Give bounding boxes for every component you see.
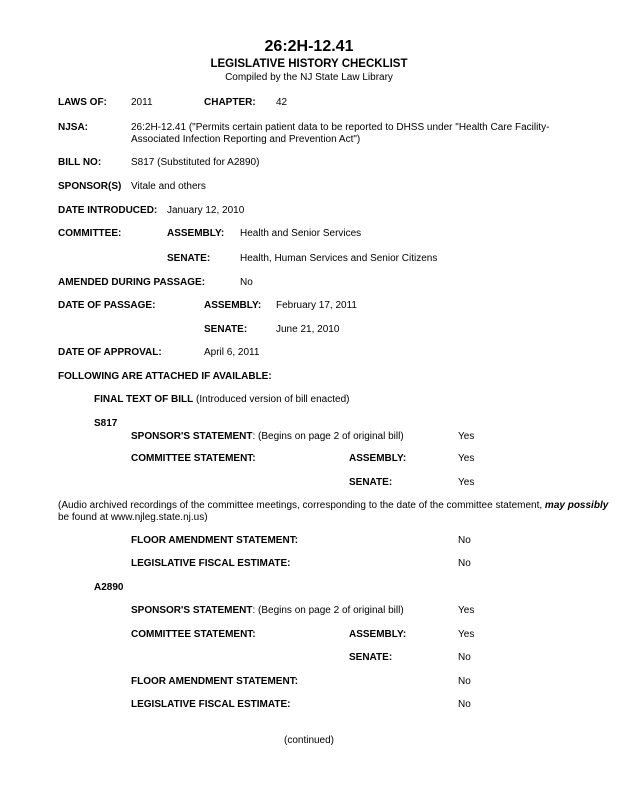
a2890-sponsor-statement-label: SPONSOR'S STATEMENT xyxy=(131,605,253,616)
a2890-committee-assembly-label: ASSEMBLY: xyxy=(349,629,407,640)
committee-senate-label: SENATE: xyxy=(167,253,211,264)
final-text-note: (Introduced version of bill enacted) xyxy=(193,394,350,405)
sponsor-label: SPONSOR(S) xyxy=(58,181,122,192)
bill-no-label: BILL NO: xyxy=(58,157,102,168)
s817-floor-amendment-value: No xyxy=(458,535,471,546)
a2890-floor-amendment-value: No xyxy=(458,676,471,687)
s817-committee-assembly-value: Yes xyxy=(458,453,475,464)
final-text-label: FINAL TEXT OF BILL xyxy=(94,394,194,405)
njsa-label: NJSA: xyxy=(58,122,89,133)
passage-assembly-label: ASSEMBLY: xyxy=(204,300,262,311)
laws-of-label: LAWS OF: xyxy=(58,97,107,108)
passage-label: DATE OF PASSAGE: xyxy=(58,300,156,311)
committee-assembly-label: ASSEMBLY: xyxy=(167,228,225,239)
page-subtitle: LEGISLATIVE HISTORY CHECKLIST xyxy=(210,58,408,70)
a2890-sponsor-statement-note: : (Begins on page 2 of original bill) xyxy=(252,605,404,616)
a2890-committee-senate-label: SENATE: xyxy=(349,652,393,663)
compiled-by: Compiled by the NJ State Law Library xyxy=(225,72,393,83)
approval-value: April 6, 2011 xyxy=(204,347,260,358)
a2890-fiscal-estimate-value: No xyxy=(458,699,471,710)
a2890-sponsor-statement-value: Yes xyxy=(458,605,475,616)
njsa-value: 26:2H-12.41 ("Permits certain patient data to be reported to DHSS under "Health Care Facility-Associated Infection Reporting and Prevention Act") xyxy=(131,122,550,145)
a2890-floor-amendment-label: FLOOR AMENDMENT STATEMENT: xyxy=(131,676,299,687)
s817-committee-senate-label: SENATE: xyxy=(349,477,393,488)
s817-committee-assembly-label: ASSEMBLY: xyxy=(349,453,407,464)
s817-fiscal-estimate-value: No xyxy=(458,558,471,569)
laws-of-value: 2011 xyxy=(131,97,153,108)
chapter-label: CHAPTER: xyxy=(204,97,256,108)
a2890-fiscal-estimate-label: LEGISLATIVE FISCAL ESTIMATE: xyxy=(131,699,291,710)
passage-senate-value: June 21, 2010 xyxy=(276,324,340,335)
s817-label: S817 xyxy=(94,418,118,429)
s817-fiscal-estimate-label: LEGISLATIVE FISCAL ESTIMATE: xyxy=(131,558,291,569)
approval-label: DATE OF APPROVAL: xyxy=(58,347,162,358)
s817-sponsor-statement xyxy=(131,431,404,442)
a2890-committee-assembly-value: Yes xyxy=(458,629,475,640)
passage-assembly-value: February 17, 2011 xyxy=(276,300,357,311)
a2890-committee-statement-label: COMMITTEE STATEMENT: xyxy=(131,629,256,640)
date-introduced-value: January 12, 2010 xyxy=(167,205,245,216)
audio-note-text: (Audio archived recordings of the committee meetings, corresponding to the date of the committee statement, xyxy=(58,500,545,511)
s817-sponsor-statement-value: Yes xyxy=(458,431,475,442)
a2890-sponsor-statement xyxy=(131,605,404,616)
committee-assembly-value: Health and Senior Services xyxy=(240,228,362,239)
a2890-committee-senate-value: No xyxy=(458,652,471,663)
audio-note-line-2: be found at www.njleg.state.nj.us) xyxy=(58,512,208,523)
bill-no-value: S817 (Substituted for A2890) xyxy=(131,157,260,168)
continued-note: (continued) xyxy=(283,735,335,746)
date-introduced-label: DATE INTRODUCED: xyxy=(58,205,158,216)
committee-label: COMMITTEE: xyxy=(58,228,122,239)
attached-heading: FOLLOWING ARE ATTACHED IF AVAILABLE: xyxy=(58,371,272,382)
committee-senate-value: Health, Human Services and Senior Citizens xyxy=(240,253,438,264)
audio-note-emphasis: may possibly xyxy=(544,500,609,511)
amended-value: No xyxy=(240,277,253,288)
passage-senate-label: SENATE: xyxy=(204,324,248,335)
s817-committee-senate-value: Yes xyxy=(458,477,475,488)
s817-sponsor-statement-note: : (Begins on page 2 of original bill) xyxy=(252,431,404,442)
audio-note-line-1 xyxy=(58,500,608,511)
s817-committee-statement-label: COMMITTEE STATEMENT: xyxy=(131,453,256,464)
chapter-value: 42 xyxy=(276,97,288,108)
s817-sponsor-statement-label: SPONSOR'S STATEMENT xyxy=(131,431,253,442)
a2890-label: A2890 xyxy=(94,582,124,593)
sponsor-value: Vitale and others xyxy=(131,181,206,192)
s817-floor-amendment-label: FLOOR AMENDMENT STATEMENT: xyxy=(131,535,299,546)
page-title: 26:2H-12.41 xyxy=(264,38,354,55)
amended-label: AMENDED DURING PASSAGE: xyxy=(58,277,206,288)
final-text-line xyxy=(94,394,349,405)
